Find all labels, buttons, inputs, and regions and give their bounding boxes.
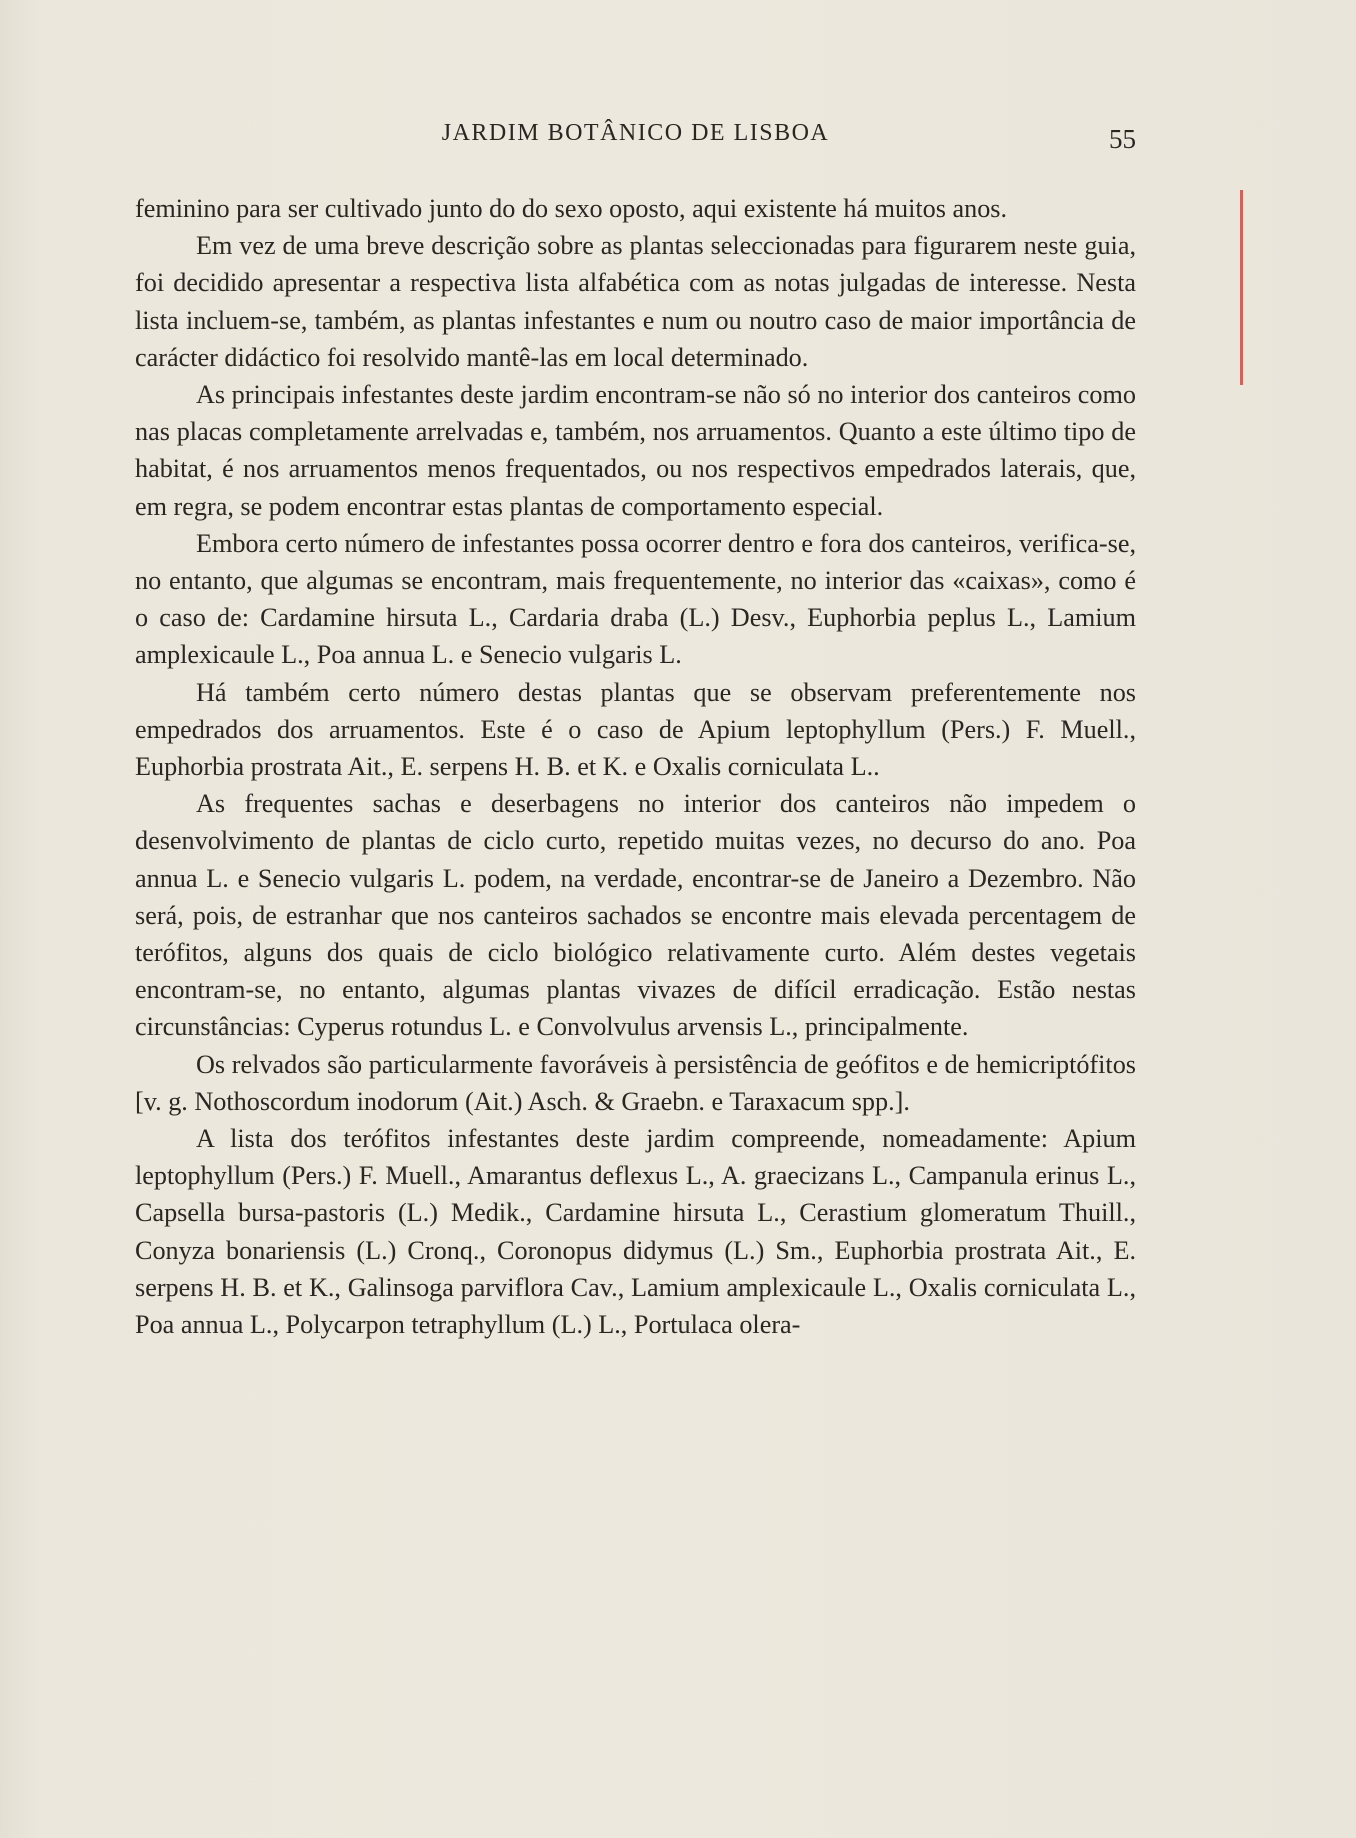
body-text [135,190,1136,1343]
paragraph: Há também certo número destas plantas que se observam preferentemente nos empedrados dos arruamentos. Este é o caso de Apium leptophyllum (Pers.) F. Muell., Euphorbia prostrata Ait., E. serpens H. B. et K. e Oxalis corniculata L.. [135,677,1136,782]
paragraph: Em vez de uma breve descrição sobre as plantas seleccionadas para figurarem neste guia, foi decidido apresentar a respectiva lista alfabética com as notas julgadas de interesse. Nesta lista incluem-se, também, as plantas infestantes e num ou noutro caso de maior importância de carácter didáctico foi resolvido mantê-las em local determinado. [135,231,1136,372]
paragraph: As frequentes sachas e deserbagens no interior dos canteiros não impedem o desenvolvimento de plantas de ciclo curto, repetido muitas vezes, no decurso do ano. Poa annua L. e Senecio vulgaris L. podem, na verdade, encontrar-se de Janeiro a Dezembro. Não será, pois, de estranhar que nos canteiros sachados se encontre mais elevada percentagem de terófitos, alguns dos quais de ciclo biológico relativamente curto. Além destes vegetais encontram-se, no entanto, algumas plantas vivazes de difícil erradicação. Estão nestas circunstâncias: Cyperus rotundus L. e Convolvulus arvensis L., principalmente. [135,789,1136,1042]
page-number: 55 [1109,124,1136,154]
paragraph: Os relvados são particularmente favoráveis à persistência de geófitos e de hemicriptófitos [v. g. Nothoscordum inodorum (Ait.) Asch. & Graebn. e Taraxacum spp.]. [135,1049,1136,1116]
running-head: JARDIM BOTÂNICO DE LISBOA [441,120,830,146]
paragraph: Embora certo número de infestantes possa ocorrer dentro e fora dos canteiros, verifica-se, no entanto, que algumas se encontram, mais frequentemente, no interior das «caixas», como é o caso de: Cardamine hirsuta L., Cardaria draba (L.) Desv., Euphorbia peplus L., Lamium amplexicaule L., Poa annua L. e Senecio vulgaris L. [135,528,1136,670]
paragraph: A lista dos terófitos infestantes deste jardim compreende, nomeadamente: Apium leptophyllum (Pers.) F. Muell., Amarantus deflexus L., A. graecizans L., Campanula erinus L., Capsella bursa-pastoris (L.) Medik., Cardamine hirsuta L., Cerastium glomeratum Thuill., Conyza bonariensis (L.) Cronq., Coronopus didymus (L.) Sm., Euphorbia prostrata Ait., E. serpens H. B. et K., Galinsoga parviflora Cav., Lamium amplexicaule L., Oxalis corniculata L., Poa annua L., Polycarpon tetraphyllum (L.) L., Portulaca olera- [135,1124,1136,1340]
page-edge-mark [1240,190,1243,385]
page-header [135,120,1136,160]
paragraph: As principais infestantes deste jardim encontram-se não só no interior dos canteiros como nas placas completamente arrelvadas e, também, nos arruamentos. Quanto a este último tipo de habitat, é nos arruamentos menos frequentados, ou nos respectivos empedrados laterais, que, em regra, se podem encontrar estas plantas de comportamento especial. [135,380,1136,521]
paragraph: feminino para ser cultivado junto do do sexo oposto, aqui existente há muitos anos. [135,194,1008,223]
